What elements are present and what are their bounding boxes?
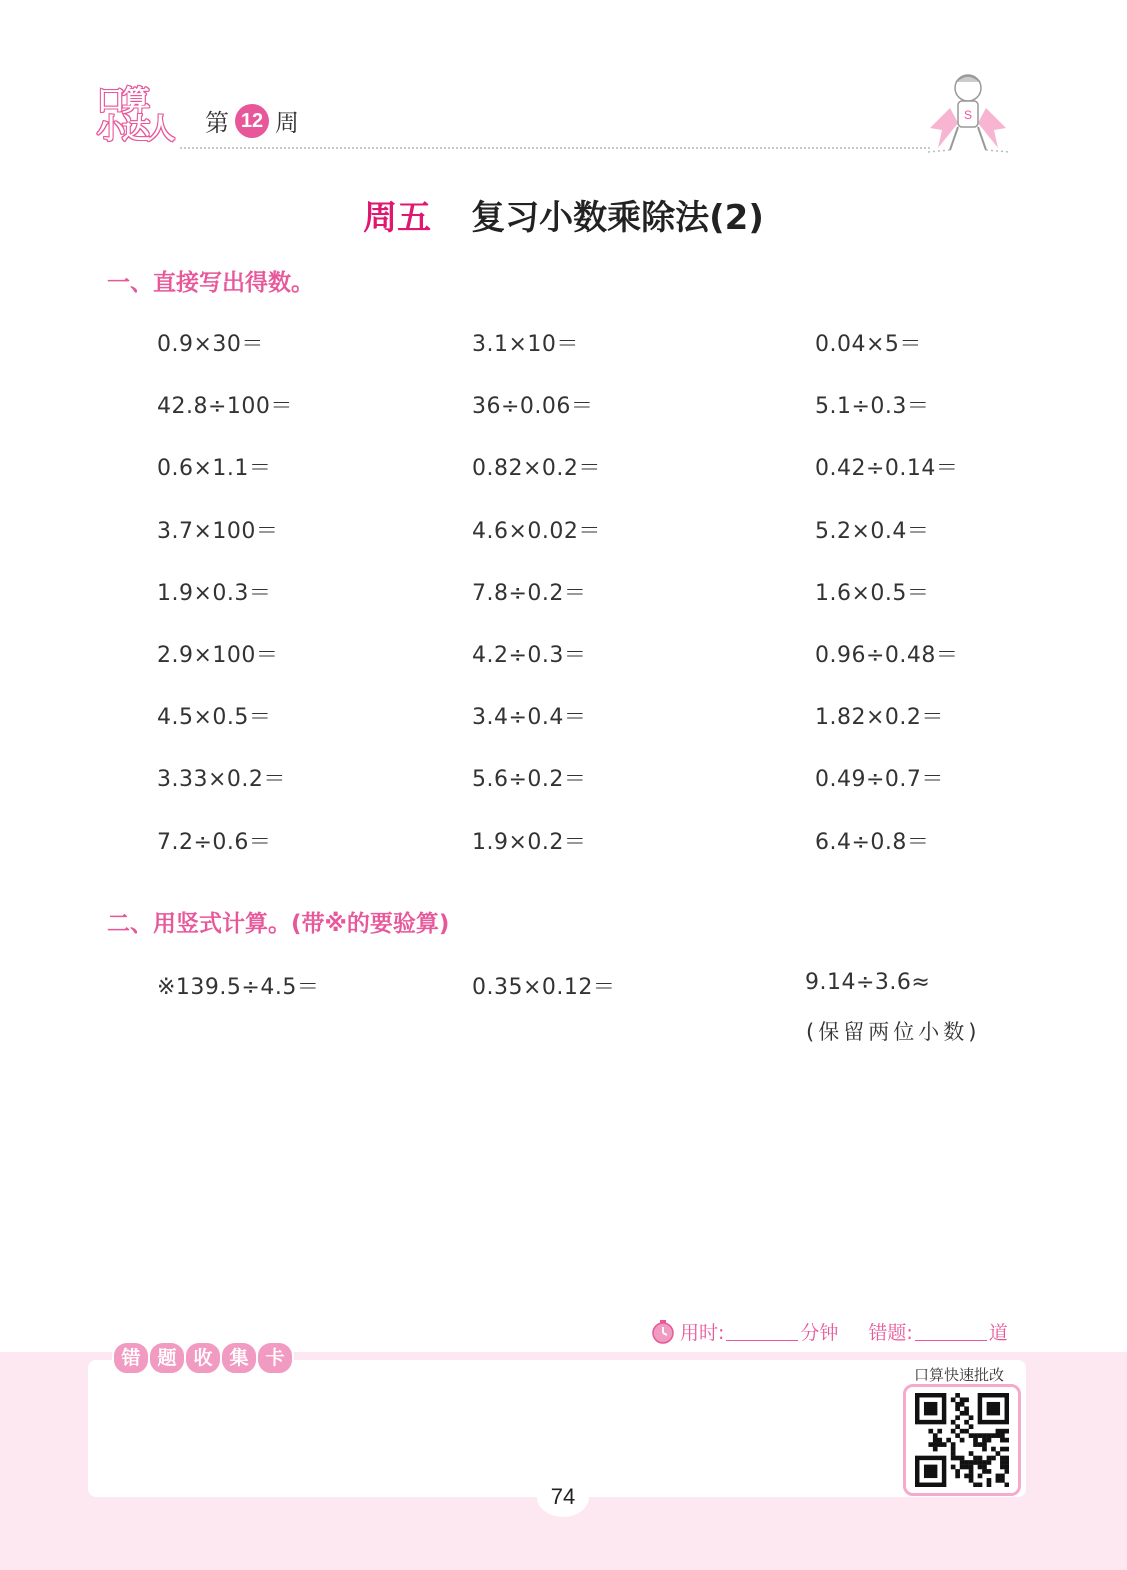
problem-item: 4.6×0.02＝ — [472, 519, 601, 544]
card-title-char: 错 — [112, 1341, 150, 1375]
page-number: 74 — [537, 1477, 589, 1517]
card-title-char: 集 — [220, 1341, 258, 1375]
problem-item: 7.2÷0.6＝ — [157, 830, 272, 855]
problem-item: 2.9×100＝ — [157, 643, 279, 668]
qr-code-icon — [915, 1393, 1009, 1487]
qr-code-frame — [903, 1384, 1021, 1496]
problem-item: 4.5×0.5＝ — [157, 705, 272, 730]
card-title-char: 收 — [184, 1341, 222, 1375]
problem-item: 4.2÷0.3＝ — [472, 643, 587, 668]
problem-item: 0.6×1.1＝ — [157, 456, 272, 481]
title-text: 复习小数乘除法(2) — [471, 198, 764, 238]
problem-item: 3.4÷0.4＝ — [472, 705, 587, 730]
stopwatch-icon — [650, 1319, 676, 1345]
week-prefix: 第 — [205, 109, 229, 137]
problem-item: 0.49÷0.7＝ — [815, 767, 944, 792]
problem-item: 3.7×100＝ — [157, 519, 279, 544]
problem-item: 1.82×0.2＝ — [815, 705, 944, 730]
week-number-badge: 12 — [235, 104, 269, 138]
logo — [95, 86, 183, 150]
title-day: 周五 — [363, 198, 432, 238]
page-title — [0, 190, 1127, 239]
problem-item: 5.2×0.4＝ — [815, 519, 930, 544]
vertical-problem-1: ※139.5÷4.5＝ — [157, 975, 320, 1000]
problem-item: 0.82×0.2＝ — [472, 456, 601, 481]
section1-heading: 一、直接写出得数。 — [107, 270, 314, 296]
time-label: 用时: — [680, 1322, 725, 1344]
week-indicator — [205, 103, 299, 138]
problem-item: 5.6÷0.2＝ — [472, 767, 587, 792]
problem-item: 0.96÷0.48＝ — [815, 643, 959, 668]
problem-item: 0.42÷0.14＝ — [815, 456, 959, 481]
svg-text:S: S — [964, 108, 973, 122]
problem-item: 1.6×0.5＝ — [815, 581, 930, 606]
problem-item: 3.1×10＝ — [472, 332, 579, 357]
errors-label: 错题: — [868, 1322, 913, 1344]
logo-line2: 小达人 — [97, 112, 173, 145]
time-blank — [726, 1322, 798, 1341]
header-divider — [180, 147, 930, 149]
vertical-problem-3: 9.14÷3.6≈ — [805, 970, 931, 995]
time-and-errors-record — [650, 1318, 1008, 1345]
problem-item: 6.4÷0.8＝ — [815, 830, 930, 855]
problem-item: 7.8÷0.2＝ — [472, 581, 587, 606]
superhero-mascot-icon — [920, 68, 1016, 158]
errors-unit: 道 — [988, 1322, 1008, 1344]
error-card-title — [112, 1341, 292, 1375]
section2-heading: 二、用竖式计算。(带※的要验算) — [107, 911, 450, 937]
problem-item: 42.8÷100＝ — [157, 394, 293, 419]
problem-item: 3.33×0.2＝ — [157, 767, 286, 792]
problem-item: 0.04×5＝ — [815, 332, 922, 357]
logo-line1: 口算 — [97, 84, 148, 117]
problem-item: 1.9×0.2＝ — [472, 830, 587, 855]
problem-item: 36÷0.06＝ — [472, 394, 594, 419]
time-unit: 分钟 — [800, 1322, 839, 1344]
problem-item: 5.1÷0.3＝ — [815, 394, 930, 419]
vertical-problem-2: 0.35×0.12＝ — [472, 975, 616, 1000]
problem-item: 1.9×0.3＝ — [157, 581, 272, 606]
problem-item: 0.9×30＝ — [157, 332, 264, 357]
qr-label: 口算快速批改 — [914, 1366, 1005, 1384]
week-suffix: 周 — [275, 109, 299, 137]
rounding-note: (保留两位小数) — [806, 1020, 981, 1044]
errors-blank — [915, 1322, 987, 1341]
card-title-char: 卡 — [256, 1341, 294, 1375]
card-title-char: 题 — [148, 1341, 186, 1375]
